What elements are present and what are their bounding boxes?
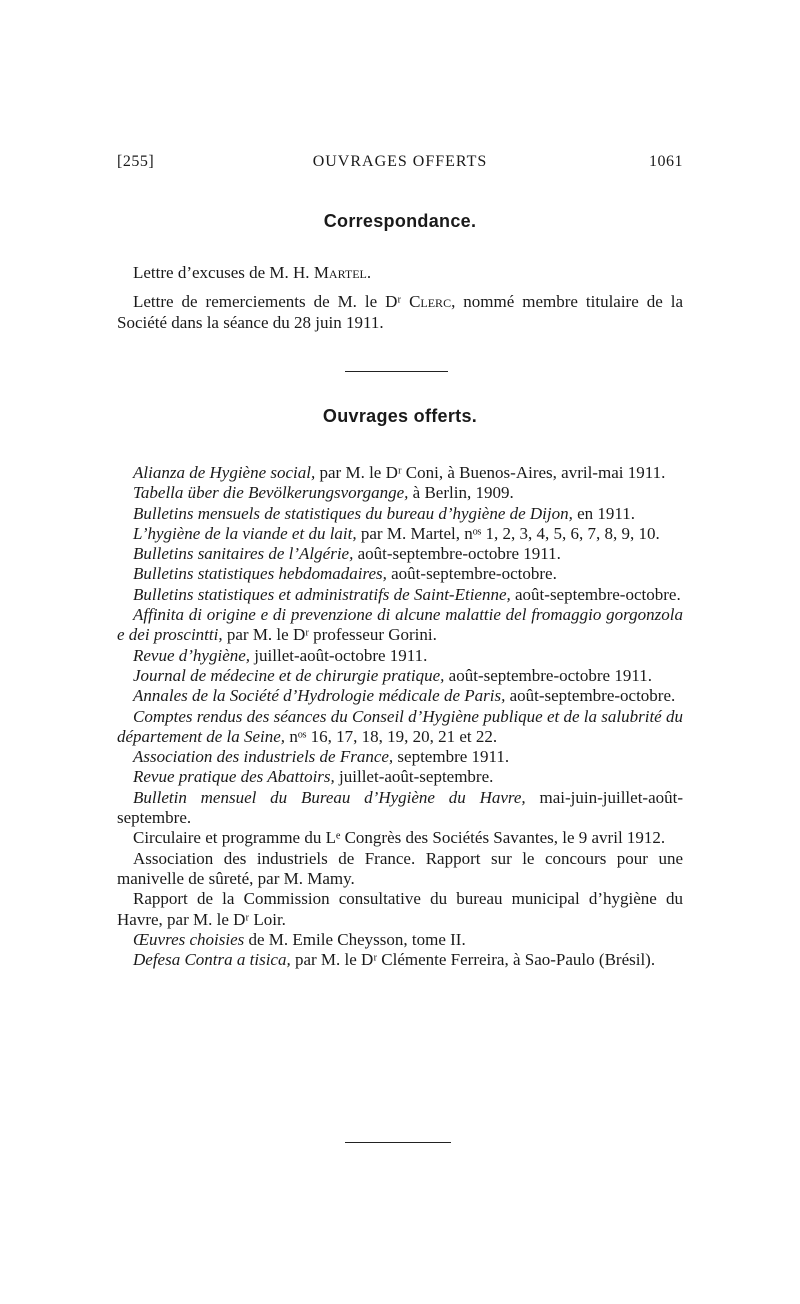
correspondance-heading: Correspondance. [323, 211, 477, 231]
work-entry: Tabella über die Bevölkerungsvorgange, à Berlin, 1909. [133, 483, 514, 503]
work-title: Defesa Contra a tisica, [133, 950, 291, 970]
work-entry: Circulaire et programme du Lᵉ Congrès des Sociétés Savantes, le 9 avril 1912. [133, 828, 666, 848]
work-title: Affinita di origine e di prevenzione di alcune malattie del fromaggio gorgonzola e dei proscintti, [117, 605, 683, 645]
work-title: Annales de la Société d’Hydrologie médicale de Paris, [133, 686, 506, 706]
running-title: OUVRAGES OFFERTS [312, 153, 488, 170]
work-entry: Bulletin mensuel du Bureau d’Hygiène du Havre, mai-juin-juillet-août-septembre. [117, 787, 684, 828]
work-title: Journal de médecine et de chirurgie pratique, [133, 665, 445, 685]
work-entry: Bulletins statistiques et administratifs de Saint-Etienne, août-septembre-octobre. [133, 584, 681, 604]
ouvrages-heading: Ouvrages offerts. [322, 406, 478, 426]
work-entry: Defesa Contra a tisica, par M. le Dʳ Clémente Ferreira, à Sao-Paulo (Brésil). [133, 950, 656, 970]
section-divider [345, 371, 448, 372]
work-title: Bulletin mensuel du Bureau d’Hygiène du Havre, [133, 787, 526, 807]
work-title: Comptes rendus des séances du Conseil d’Hygiène publique et de la salubrité du département de la Seine, [117, 706, 683, 746]
page-code: [255] [117, 153, 155, 170]
work-entry: Rapport de la Commission consultative du bureau municipal d’hygiène du Havre, par M. le Dʳ Loir. [117, 889, 683, 929]
work-entry: Revue pratique des Abattoirs, juillet-août-septembre. [133, 767, 494, 787]
work-entry: Œuvres choisies de M. Emile Cheysson, tome II. [133, 929, 466, 949]
work-title: Revue pratique des Abattoirs, [133, 767, 335, 787]
closing-divider [345, 1142, 451, 1143]
work-title: Bulletins mensuels de statistiques du bureau d’hygiène de Dijon, [133, 503, 573, 523]
work-entry: L’hygiène de la viande et du lait, par M. Martel, nᵒˢ 1, 2, 3, 4, 5, 6, 7, 8, 9, 10. [133, 523, 660, 543]
work-title: Revue d’hygiène, [133, 645, 251, 665]
ouvrages-list [117, 463, 683, 970]
work-entry: Affinita di origine e di prevenzione di alcune malattie del fromaggio gorgonzola e dei proscintti, par M. le Dʳ professeur Gorini. [117, 605, 683, 645]
work-title: Association des industriels de France, [133, 747, 394, 767]
work-title: Tabella über die Bevölkerungsvorgange, [133, 483, 409, 503]
work-entry: Revue d’hygiène, juillet-août-octobre 1911. [133, 645, 428, 665]
work-entry: Alianza de Hygiène social, par M. le Dʳ Coni, à Buenos-Aires, avril-mai 1911. [133, 463, 666, 482]
person-name: Clerc [409, 292, 452, 312]
work-entry: Bulletins statistiques hebdomadaires, août-septembre-octobre. [133, 564, 557, 584]
person-name: Martel [313, 263, 367, 282]
work-entry: Association des industriels de France. Rapport sur le concours pour une manivelle de sûreté, par M. Mamy. [117, 848, 683, 888]
work-title: Bulletins sanitaires de l’Algérie, [133, 544, 354, 564]
running-head [117, 153, 683, 177]
work-entry: Comptes rendus des séances du Conseil d’Hygiène publique et de la salubrité du département de la Seine, nᵒˢ 16, 17, 18, 19, 20, 21 et 22. [117, 706, 683, 746]
work-entry: Annales de la Société d’Hydrologie médicale de Paris, août-septembre-octobre. [133, 686, 676, 706]
work-title: Œuvres choisies [133, 929, 245, 949]
work-entry: Bulletins sanitaires de l’Algérie, août-septembre-octobre 1911. [133, 544, 561, 564]
work-title: L’hygiène de la viande et du lait, [133, 523, 357, 543]
work-title: Alianza de Hygiène social, [133, 463, 316, 482]
correspondance-entry: Lettre de remerciements de M. le Dʳ Clerc, nommé membre titulaire de la Société dans la séance du 28 juin 1911. [117, 292, 683, 332]
correspondance-list [117, 263, 683, 333]
work-entry: Bulletins mensuels de statistiques du bureau d’hygiène de Dijon, en 1911. [133, 503, 636, 523]
work-title: Bulletins statistiques hebdomadaires, [133, 564, 387, 584]
page-number: 1061 [649, 153, 683, 170]
correspondance-entry: Lettre d’excuses de M. H. Martel. [133, 263, 372, 282]
work-entry: Journal de médecine et de chirurgie pratique, août-septembre-octobre 1911. [133, 665, 652, 685]
work-title: Bulletins statistiques et administratifs de Saint-Etienne, [133, 584, 511, 604]
work-entry: Association des industriels de France, septembre 1911. [133, 747, 510, 767]
